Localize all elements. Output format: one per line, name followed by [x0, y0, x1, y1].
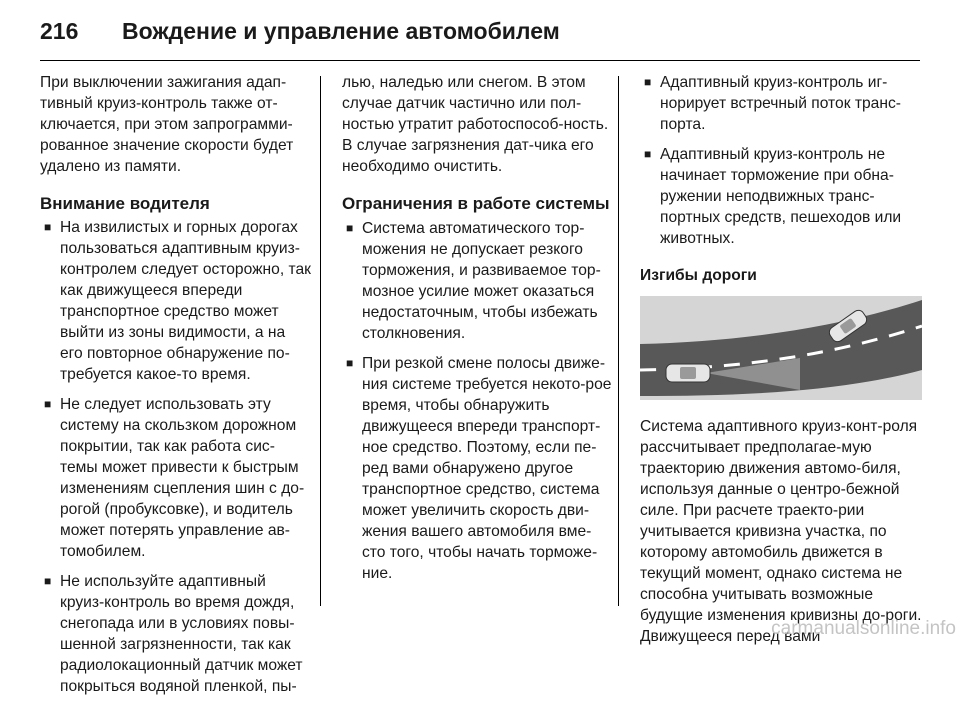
limitations-heading: Ограничения в работе системы	[342, 194, 610, 213]
own-car-icon	[666, 364, 710, 382]
warning-heading: Внимание водителя	[40, 194, 210, 213]
list-item: ■ Не следует использовать эту систему на скользком дорожном покрытии, так как работа сис-темы может привести к быстрым изменениям сцепления шин с до-рогой (пробуксовке), и водитель может потерять управление ав-томобилем.	[44, 396, 305, 560]
road-curve-illustration	[640, 296, 922, 400]
road-curves-paragraph: Система адаптивного круиз-конт-роля рассчитывает предполагае-мую траекторию движения автомо-биля, используя данные о центро-бежной силе. При расчете траекто-рии учитывается кривизна участка, по которому автомобиль движется в текущий момент, однако система не способна учитывать возможные будущие изменения кривизны до-роги. Движущееся перед вами	[640, 418, 922, 645]
list-item: ■ Система автоматического тор-можения не допускает резкого торможения, и развиваемое тор-мозное усилие может оказаться недостаточным, чтобы избежать столкновения.	[346, 220, 601, 342]
warning-list	[40, 217, 312, 697]
list-item: ■ При резкой смене полосы движе-ния системе требуется некото-рое время, чтобы обнаружить движущееся впереди транспорт-ное средство. Поэтому, если пе-ред вами обнаружено другое транспортное средство, система может увеличить скорость дви-жения вашего автомобиля вме-сто того, чтобы начать торможе-ние.	[346, 355, 612, 582]
list-item: ■ Адаптивный круиз-контроль иг-норирует встречный поток транс-порта.	[644, 74, 901, 133]
bullet-icon: ■	[44, 397, 52, 411]
list-item: ■ Адаптивный круиз-контроль не начинает торможение при обна-ружении неподвижных транс-портных средств, пешеходов или животных.	[644, 146, 902, 247]
column-3	[640, 72, 922, 647]
bullet-icon: ■	[644, 75, 652, 89]
continuation-paragraph: лью, наледью или снегом. В этом случае датчик частично или пол-ностью утратит работоспособ-ность. В случае загрязнения дат-чика его необходимо очистить.	[342, 74, 609, 175]
page-title: Вождение и управление автомобилем	[122, 18, 560, 44]
column-divider	[320, 76, 321, 606]
bullet-icon: ■	[346, 221, 354, 235]
watermark: carmanualsonline.info	[771, 618, 956, 639]
list-item: ■ Не используйте адаптивный круиз-контроль во время дождя, снегопада или в условиях повы-шенной загрязненности, так как радиолокационный датчик может покрыться водяной пленкой, пы-	[44, 573, 303, 695]
column-1	[40, 72, 312, 706]
intro-paragraph: При выключении зажигания адап-тивный круиз-контроль также от-ключается, при этом запрограмми-рованное значение скорости будет удалено из памяти.	[40, 74, 294, 175]
limitations-list-continued	[640, 72, 922, 249]
road-curves-heading: Изгибы дороги	[640, 267, 757, 284]
list-item: ■ На извилистых и горных дорогах пользоваться адаптивным круиз-контролем следует осторожно, так как движущееся впереди транспортное средство может выйти из зоны видимости, а на его повторное обнаружение по-требуется какое-то время.	[44, 219, 311, 383]
bullet-icon: ■	[44, 574, 52, 588]
column-divider	[618, 76, 619, 606]
bullet-icon: ■	[346, 356, 354, 370]
page-number: 216	[40, 18, 79, 44]
limitations-list	[342, 218, 612, 584]
bullet-icon: ■	[644, 147, 652, 161]
page-header	[40, 8, 920, 61]
bullet-icon: ■	[44, 220, 52, 234]
column-2	[342, 72, 612, 593]
